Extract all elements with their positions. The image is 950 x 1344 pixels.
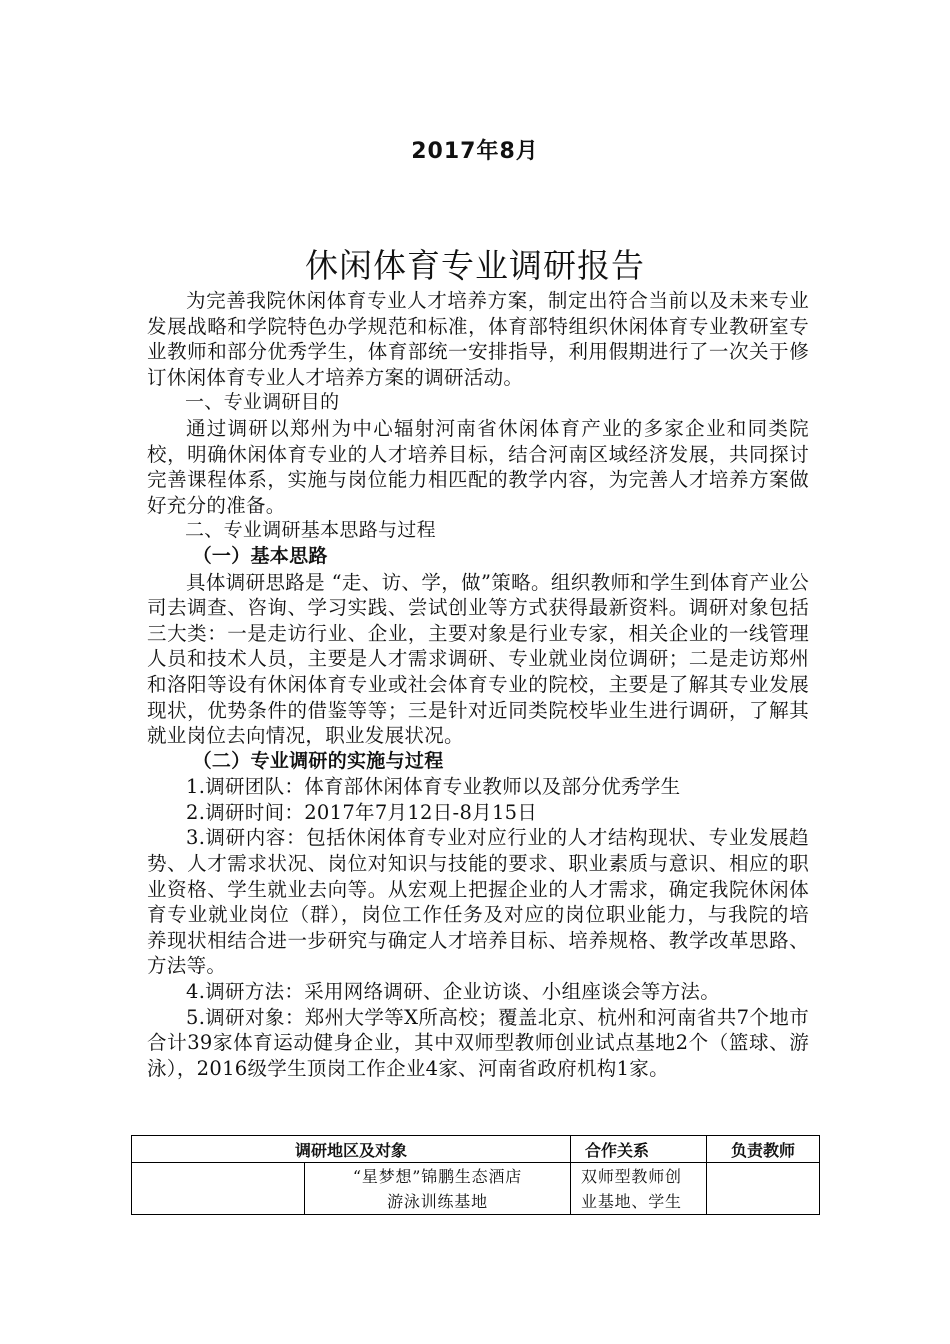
purpose-paragraph: 通过调研以郑州为中心辐射河南省休闲体育产业的多家企业和同类院校，明确休闲体育专业的人才培养目标，结合河南区域经济发展，共同探讨完善课程体系，实施与岗位能力相匹配的教学内容，为完善人才培养方案做好充分的准备。 bbox=[147, 416, 809, 517]
implementation-item-content: 3.调研内容：包括休闲体育专业对应行业的人才结构现状、专业发展趋势、人才需求状况、岗位对知识与技能的要求、职业素质与意识、相应的职业资格、学生就业去向等。从宏观上把握企业的人才需求，确定我院休闲体育专业就业岗位（群），岗位工作任务及对应的岗位职业能力，与我院的培养现状相结合进一步研究与确定人才培养目标、培养规格、教学改革思路、方法等。 bbox=[147, 826, 809, 978]
table-header-row bbox=[132, 1136, 820, 1163]
implementation-item-time: 2.调研时间：2017年7月12日-8月15日 bbox=[186, 800, 538, 824]
table-row bbox=[132, 1163, 820, 1215]
survey-table bbox=[131, 1135, 820, 1215]
implementation-item-team: 1.调研团队：体育部休闲体育专业教师以及部分优秀学生 bbox=[186, 775, 681, 799]
cell-region bbox=[132, 1163, 305, 1215]
subsection-heading-basic-approach: （一）基本思路 bbox=[192, 544, 328, 567]
subsection-heading-implementation: （二）专业调研的实施与过程 bbox=[192, 749, 444, 772]
intro-paragraph: 为完善我院休闲体育专业人才培养方案，制定出符合当前以及未来专业发展战略和学院特色办学规范和标准，体育部特组织休闲体育专业教研室专业教师和部分优秀学生，体育部统一安排指导，利用假期进行了一次关于修订休闲体育专业人才培养方案的调研活动。 bbox=[147, 289, 809, 389]
report-body bbox=[147, 288, 809, 1081]
basic-approach-paragraph: 具体调研思路是 “走、访、学，做”策略。组织教师和学生到体育产业公司去调查、咨询、学习实践、尝试创业等方式获得最新资料。调研对象包括三大类：一是走访行业、企业，主要对象是行业专家，相关企业的一线管理人员和技术人员，主要是人才需求调研、专业就业岗位调研；二是走访郑州和洛阳等设有休闲体育专业或社会体育专业的院校，主要是了解其专业发展现状，优势条件的借鉴等等；三是针对近同类院校毕业生进行调研，了解其就业岗位去向情况，职业发展状况。 bbox=[147, 570, 809, 748]
relation-line: 业基地、学生 bbox=[581, 1192, 682, 1211]
report-title: 休闲体育专业调研报告 bbox=[305, 246, 645, 285]
section-heading-purpose: 一、专业调研目的 bbox=[185, 391, 340, 414]
relation-line: 双师型教师创 bbox=[581, 1167, 682, 1186]
section-heading-approach: 二、专业调研基本思路与过程 bbox=[185, 519, 436, 542]
cell-teacher bbox=[707, 1163, 820, 1215]
target-name-line: 游泳训练基地 bbox=[387, 1192, 488, 1211]
cell-relation bbox=[571, 1163, 707, 1215]
implementation-item-method: 4.调研方法：采用网络调研、企业访谈、小组座谈会等方法。 bbox=[186, 980, 721, 1004]
document-date: 2017年8月 bbox=[411, 139, 539, 164]
target-name-line: “星梦想”锦鹏生态酒店 bbox=[352, 1167, 523, 1186]
header-relation: 合作关系 bbox=[571, 1136, 707, 1163]
header-region-target: 调研地区及对象 bbox=[132, 1136, 571, 1163]
cell-target-name bbox=[305, 1163, 571, 1215]
header-teacher: 负责教师 bbox=[707, 1136, 820, 1163]
implementation-item-targets: 5.调研对象：郑州大学等X所高校；覆盖北京、杭州和河南省共7个地市合计39家体育运动健身企业，其中双师型教师创业试点基地2个（篮球、游泳），2016级学生顶岗工作企业4家、河南省政府机构1家。 bbox=[147, 1005, 809, 1080]
